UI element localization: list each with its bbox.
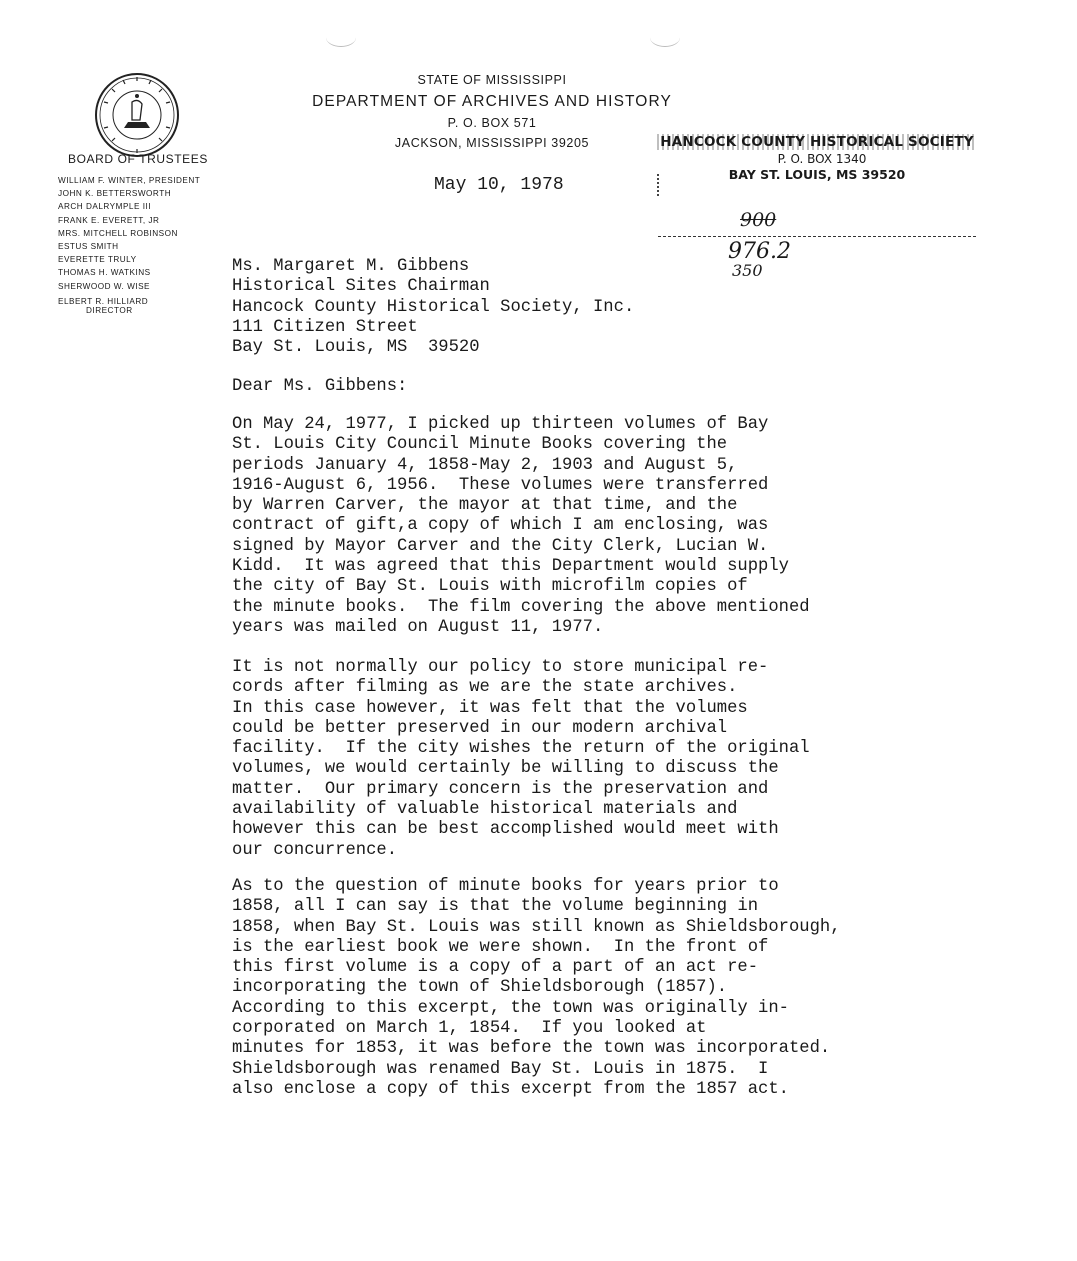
body-paragraph: It is not normally our policy to store municipal re- cords after filming as we are the state archives. In this case however, it was felt that the volumes could be better preserved in our modern archival facility. If the city wishes the return of the original volumes, we would certainly be willing to discuss the matter. Our primary concern is the preservation and availability of valuable historical materials and however this can be best accomplished would meet with our concurrence. <box>232 658 810 860</box>
punch-hole-right <box>650 28 680 47</box>
letterhead-state: STATE OF MISSISSIPPI <box>417 73 567 87</box>
board-of-trustees <box>58 152 228 315</box>
address-line: Hancock County Historical Society, Inc. <box>232 297 635 317</box>
address-line: Bay St. Louis, MS 39520 <box>232 338 480 358</box>
salutation: Dear Ms. Gibbens: <box>232 377 408 396</box>
stamp-city: BAY ST. LOUIS, MS 39520 <box>728 167 906 182</box>
trustee-name: SHERWOOD W. WISE <box>58 281 151 291</box>
board-title: BOARD OF TRUSTEES <box>68 152 208 166</box>
letterhead <box>280 73 704 150</box>
stamp-po-box: P. O. BOX 1340 <box>777 152 867 166</box>
trustee-name: JOHN K. BETTERSWORTH <box>58 189 172 199</box>
stamp-mark <box>657 174 661 196</box>
handwritten-classification: 976.2 <box>728 239 791 264</box>
trustee-name: ARCH DALRYMPLE III <box>58 202 152 212</box>
address-line: Ms. Margaret M. Gibbens <box>232 257 470 276</box>
punch-hole-left <box>326 28 356 47</box>
address-line: 111 Citizen Street <box>232 317 418 337</box>
trustee-name: ESTUS SMITH <box>58 242 119 252</box>
trustee-name: THOMAS H. WATKINS <box>58 268 151 278</box>
address-line: Historical Sites Chairman <box>232 277 490 297</box>
trustee-name: WILLIAM F. WINTER, PRESIDENT <box>58 176 201 185</box>
letter-date: May 10, 1978 <box>434 175 564 195</box>
letterhead-department: DEPARTMENT OF ARCHIVES AND HISTORY <box>312 93 672 110</box>
trustee-name: FRANK E. EVERETT, JR <box>58 215 160 225</box>
seal-icon <box>94 72 180 158</box>
received-stamp <box>657 134 977 182</box>
handwritten-struck-number: 900 <box>740 209 777 231</box>
director-title: DIRECTOR <box>86 305 133 315</box>
trustee-name: MRS. MITCHELL ROBINSON <box>58 228 178 238</box>
handwritten-rule <box>658 236 976 237</box>
letterhead-city: JACKSON, MISSISSIPPI 39205 <box>394 136 590 150</box>
trustee-name: EVERETTE TRULY <box>58 255 137 265</box>
body-paragraph: On May 24, 1977, I picked up thirteen volumes of Bay St. Louis City Council Minute Books covering the periods January 4, 1858-May 2, 1903 and August 5, 1916-August 6, 1956. These volumes were transferred by Warren Carver, the mayor at that time, and the contract of gift,a copy of which I am enclosing, was signed by Mayor Carver and the City Clerk, Lucian W. Kidd. It was agreed that this Department would supply the city of Bay St. Louis with microfilm copies of the minute books. The film covering the above mentioned years was mailed on August 11, 1977. <box>232 415 810 637</box>
letterhead-po-box: P. O. BOX 571 <box>447 116 537 130</box>
director-name: ELBERT R. HILLIARD <box>58 296 149 306</box>
body-paragraph: As to the question of minute books for years prior to 1858, all I can say is that the volume beginning in 1858, when Bay St. Louis was still known as Shieldsborough, is the earliest book we were shown. In the front of this first volume is a copy of a part of an act re- incorporating the town of Shieldsborough (1857). According to this excerpt, the town was originally in- corporated on March 1, 1854. If you looked at minutes for 1853, it was before the town was incorporated. Shieldsborough was renamed Bay St. Louis in 1875. I also enclose a copy of this excerpt from the 1857 act. <box>232 877 841 1099</box>
recipient-address <box>232 257 634 358</box>
stamp-organization: HANCOCK COUNTY HISTORICAL SOCIETY <box>657 134 977 150</box>
handwritten-note: 350 <box>732 261 763 280</box>
